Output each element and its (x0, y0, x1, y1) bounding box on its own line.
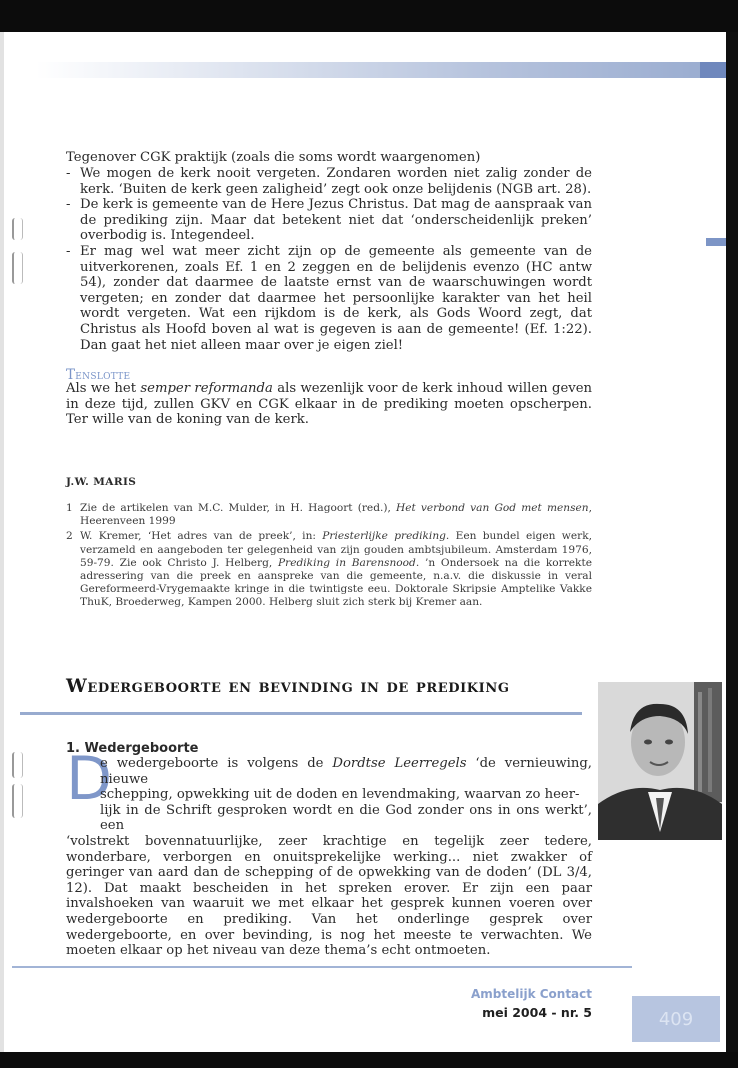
side-tab-marker (706, 238, 726, 246)
body-line: e wedergeboorte is volgens de Dordtse Leerregels ‘de vernieuwing, nieuwe (100, 756, 592, 787)
scan-top-border (0, 0, 738, 32)
title-underline (20, 712, 582, 715)
author-photo (598, 682, 722, 840)
footnote-number: 2 (66, 530, 73, 543)
bullet-item: - De kerk is gemeente van de Here Jezus Christus. Dat mag de aanspraak van de prediking zijn. Maar dat betekent niet dat ‘onderscheidenlijk preken’ overbodig is. Integendeel. (66, 197, 592, 244)
scan-left-edge (0, 32, 4, 1052)
body-line: schepping, opwekking uit de doden en levendmaking, waarvan zo heer- (100, 787, 580, 803)
footnote: 1 Zie de artikelen van M.C. Mulder, in H. Hagoort (red.), Het verbond van God met mensen, Heerenveen 1999 (66, 502, 592, 528)
issue-label: mei 2004 - nr. 5 (482, 1005, 592, 1020)
body-line: lijk in de Schrift gesproken wordt en die God zonder ons in ons werkt’, een (100, 802, 592, 834)
footer-rule (12, 966, 632, 968)
scan-right-border (726, 32, 738, 1052)
article-subheading: 1. Wedergeboorte (66, 741, 199, 756)
binding-clip (12, 752, 23, 778)
header-band-end (700, 62, 726, 78)
section-intro: Tegenover CGK praktijk (zoals die soms wordt waargenomen) (66, 150, 481, 165)
drop-cap: D (66, 744, 113, 814)
footnotes (66, 502, 592, 612)
binding-clip (12, 218, 23, 240)
author-signature: J.W. MARIS (66, 476, 137, 488)
footnote: 2 W. Kremer, ‘Het adres van de preek’, in: Priesterlijke prediking. Een bundel eigen werk, verzameld en aangeboden ter gelegenheid van zijn gouden ambtsjubileum. Amsterdam 1976, 59-79. Zie ook Christo J. Helberg, Prediking in Barensnood. ’n Ondersoek na die korrekte adressering van die preek en aanspreke van die gemeente, n.a.v. die diskussie in veral Gereformeerd-Vrygemaakte kringe in die twintigste eeu. Doktorale Skripsie Amptelike Vakke ThuK, Broederweg, Kampen 2000. Helberg sluit zich sterk bij Kremer aan. (66, 530, 592, 609)
page-number-box (632, 996, 720, 1042)
bullet-list (66, 166, 592, 353)
binding-clip (12, 252, 23, 284)
latin-phrase: semper reformanda (140, 381, 273, 396)
scan-bottom-border (0, 1052, 738, 1068)
header-color-band (36, 62, 726, 78)
bullet-item: - Er mag wel wat meer zicht zijn op de gemeente als gemeente van de uitverkorenen, zoals Ef. 1 en 2 zeggen en de belijdenis evenzo (HC antw 54), zonder dat daarmee de laatste ernst van de waarschuwingen wordt vergeten; en zonder dat daarmee het persoonlijke karakter van het heil wordt vergeten. Wat een rijkdom is de kerk, als Gods Woord zegt, dat Christus als Hoofd boven al wat is gegeven is aan de gemeente! (Ef. 1:22). Dan gaat het niet alleen maar over je eigen ziel! (66, 244, 592, 353)
binding-clip (12, 784, 23, 818)
article-title: Wedergeboorte en bevinding in de prediking (66, 676, 510, 697)
tenslotte-paragraph: Als we het semper reformanda als wezenlijk voor de kerk inhoud willen geven in deze tijd, zullen GKV en CGK elkaar in de prediking moeten opscherpen. Ter wille van de koning van de kerk. (66, 381, 593, 428)
body-paragraph: ‘volstrekt bovennatuurlijke, zeer krachtige en tegelijk zeer tedere, wonderbare, verborgen en onuitsprekelijke werking... niet zwakker of geringer van aard dan de schepping of de opwekking van de doden’ (DL 3/4, 12). Dat maakt bescheiden in het spreken erover. Er zijn een paar invalshoeken van waaruit we met elkaar het gesprek kunnen voeren over wedergeboorte en prediking. Van het onderlinge gesprek over wedergeboorte, en over bevinding, is nog het meeste te verwachten. We moeten elkaar op het niveau van deze thema’s echt ontmoeten. (66, 833, 592, 959)
footnote-number: 1 (66, 502, 73, 514)
bullet-item: - We mogen de kerk nooit vergeten. Zondaren worden niet zalig zonder de kerk. ‘Buiten de kerk geen zaligheid’ zegt ook onze belijdenis (NGB art. 28). (66, 166, 592, 197)
section-heading-tenslotte: Tenslotte (66, 367, 131, 383)
page-number: 409 (658, 1008, 694, 1030)
journal-name: Ambtelijk Contact (470, 987, 592, 1001)
